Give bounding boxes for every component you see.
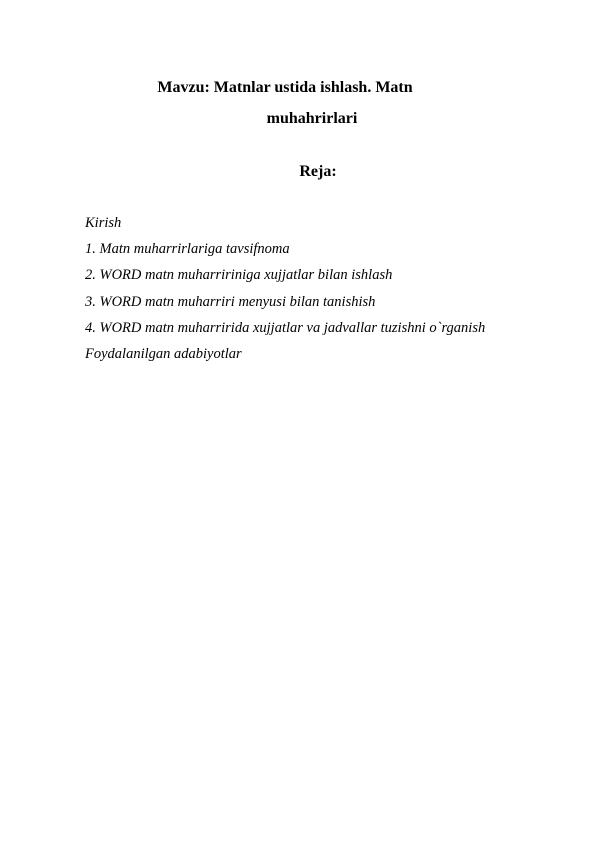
document-title-line-2: muhahrirlari [266,110,358,127]
toc-item-4: 4. WORD matn muharririda xujjatlar va jadvallar tuzishni o`rganish [85,319,486,336]
document-title-line-1: Mavzu: Matnlar ustida ishlash. Matn [157,79,413,96]
toc-item-introduction: Kirish [85,215,122,231]
table-of-contents [85,210,485,367]
toc-item-2: 2. WORD matn muharririniga xujjatlar bilan ishlash [85,267,393,284]
toc-item-1: 1. Matn muharrirlariga tavsifnoma [85,241,290,258]
toc-item-references: Foydalanilgan adabiyotlar [85,346,242,363]
toc-item-3: 3. WORD matn muharriri menyusi bilan tanishish [85,293,376,310]
plan-heading: Reja: [299,163,337,180]
